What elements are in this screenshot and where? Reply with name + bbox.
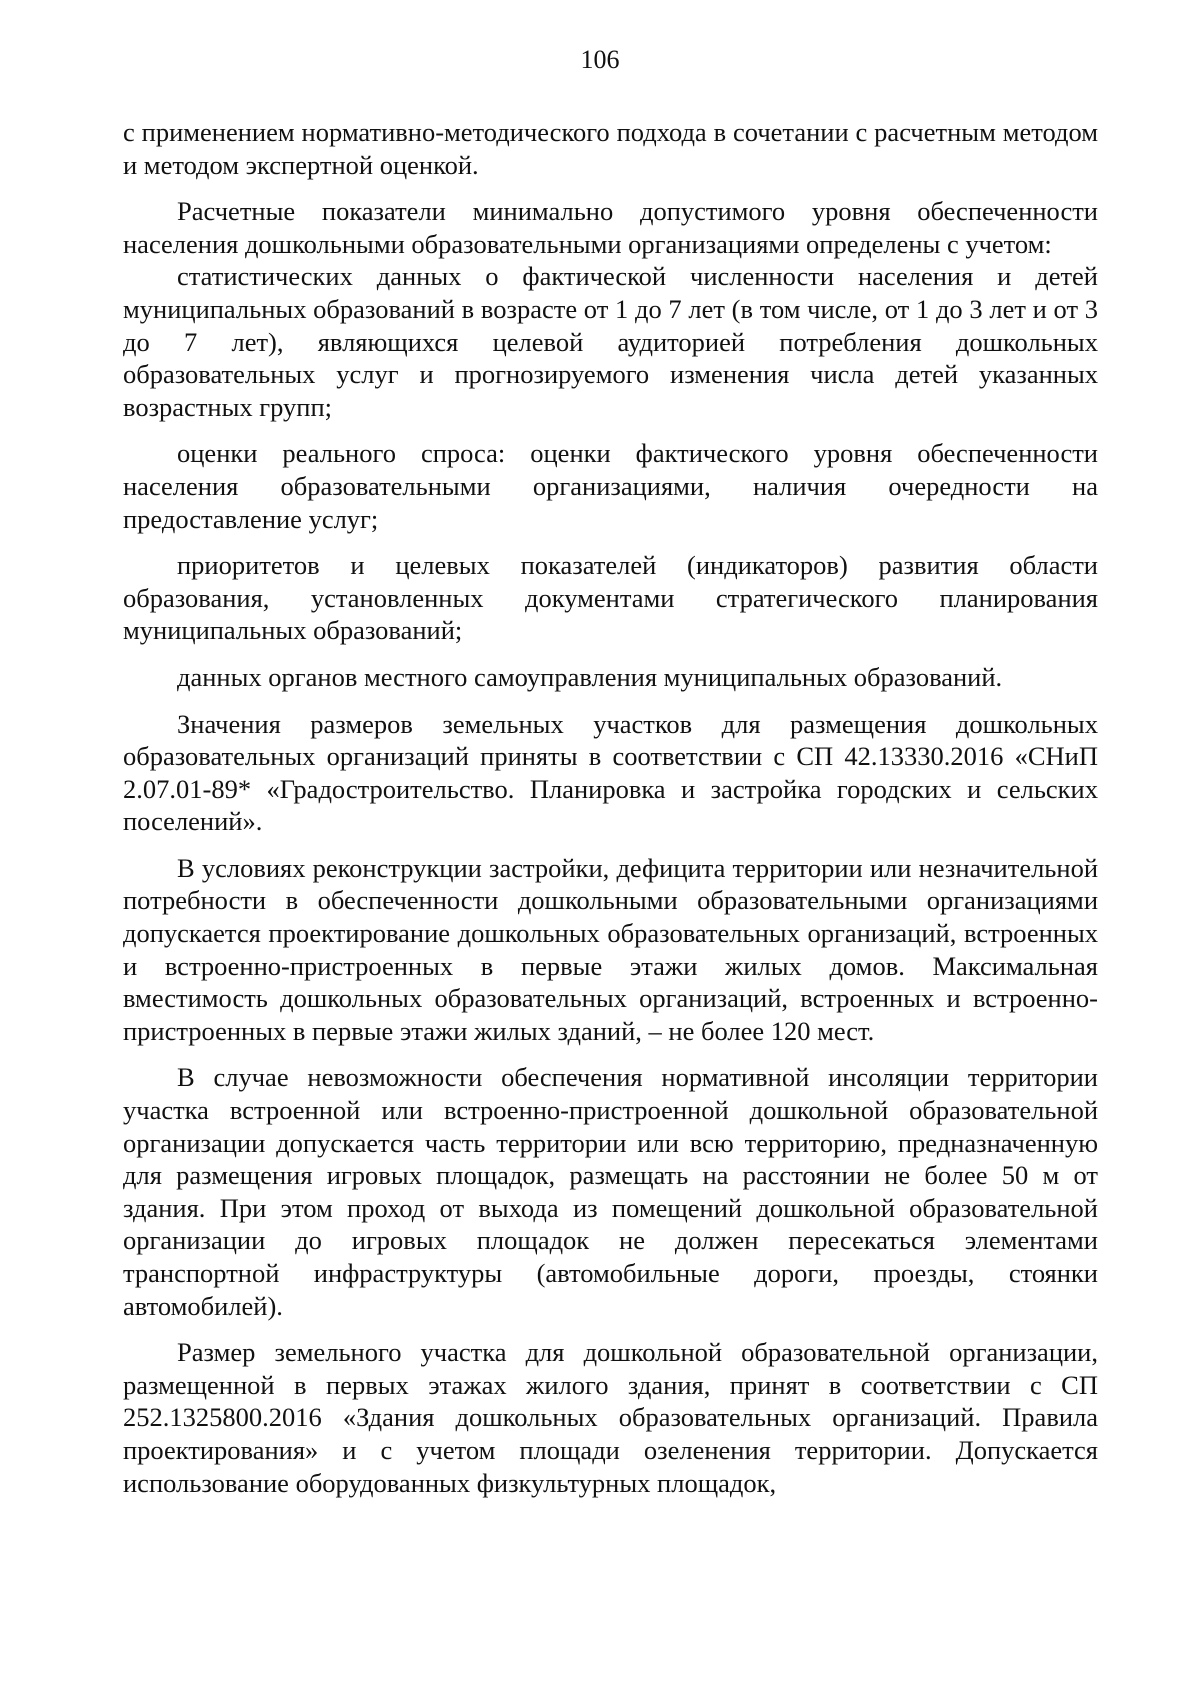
paragraph-1: с применением нормативно-методического подхода в сочетании с расчетным методом и методом экспертной оценкой. — [123, 117, 1098, 180]
paragraph-6: данных органов местного самоуправления муниципальных образований. — [177, 661, 1003, 692]
document-body — [123, 116, 1098, 1499]
paragraph-10: Размер земельного участка для дошкольной образовательной организации, размещенной в первых этажах жилого здания, принят в соответствии с СП 252.1325800.2016 «Здания дошкольных образовательных организаций. Правила проектирования» и с учетом площади озеленения территории. Допускается использование оборудованных физкультурных площадок, — [123, 1337, 1098, 1498]
paragraph-9: В случае невозможности обеспечения нормативной инсоляции территории участка встроенной или встроенно-пристроенной дошкольной образовательной организации допускается часть территории или всю территорию, предназначенную для размещения игровых площадок, размещать на расстоянии не более 50 м от здания. При этом проход от выхода из помещений дошкольной образовательной организации до игровых площадок не должен пересекаться элементами транспортной инфраструктуры (автомобильные дороги, проезды, стоянки автомобилей). — [123, 1062, 1098, 1321]
paragraph-2: Расчетные показатели минимально допустимого уровня обеспеченности населения дошкольными образовательными организациями определены с учетом: — [123, 196, 1098, 259]
paragraph-8: В условиях реконструкции застройки, дефицита территории или незначительной потребности в обеспеченности дошкольными образовательными организациями допускается проектирование дошкольных образовательных организаций, встроенных и встроенно-пристроенных в первые этажи жилых домов. Максимальная вместимость дошкольных образовательных организаций, встроенных и встроенно-пристроенных в первые этажи жилых зданий, – не более 120 мест. — [123, 852, 1098, 1046]
paragraph-7: Значения размеров земельных участков для размещения дошкольных образовательных организаций приняты в соответствии с СП 42.13330.2016 «СНиП 2.07.01-89* «Градостроительство. Планировка и застройка городских и сельских поселений». — [123, 708, 1098, 837]
paragraph-3: статистических данных о фактической численности населения и детей муниципальных образований в возрасте от 1 до 7 лет (в том числе, от 1 до 3 лет и от 3 до 7 лет), являющихся целевой аудиторией потребления дошкольных образовательных услуг и прогнозируемого изменения числа детей указанных возрастных групп; — [123, 261, 1098, 422]
page-number: 106 — [580, 45, 620, 74]
paragraph-5: приоритетов и целевых показателей (индикаторов) развития области образования, установленных документами стратегического планирования муниципальных образований; — [123, 550, 1098, 646]
paragraph-4: оценки реального спроса: оценки фактического уровня обеспеченности населения образовательными организациями, наличия очередности на предоставление услуг; — [123, 438, 1098, 534]
